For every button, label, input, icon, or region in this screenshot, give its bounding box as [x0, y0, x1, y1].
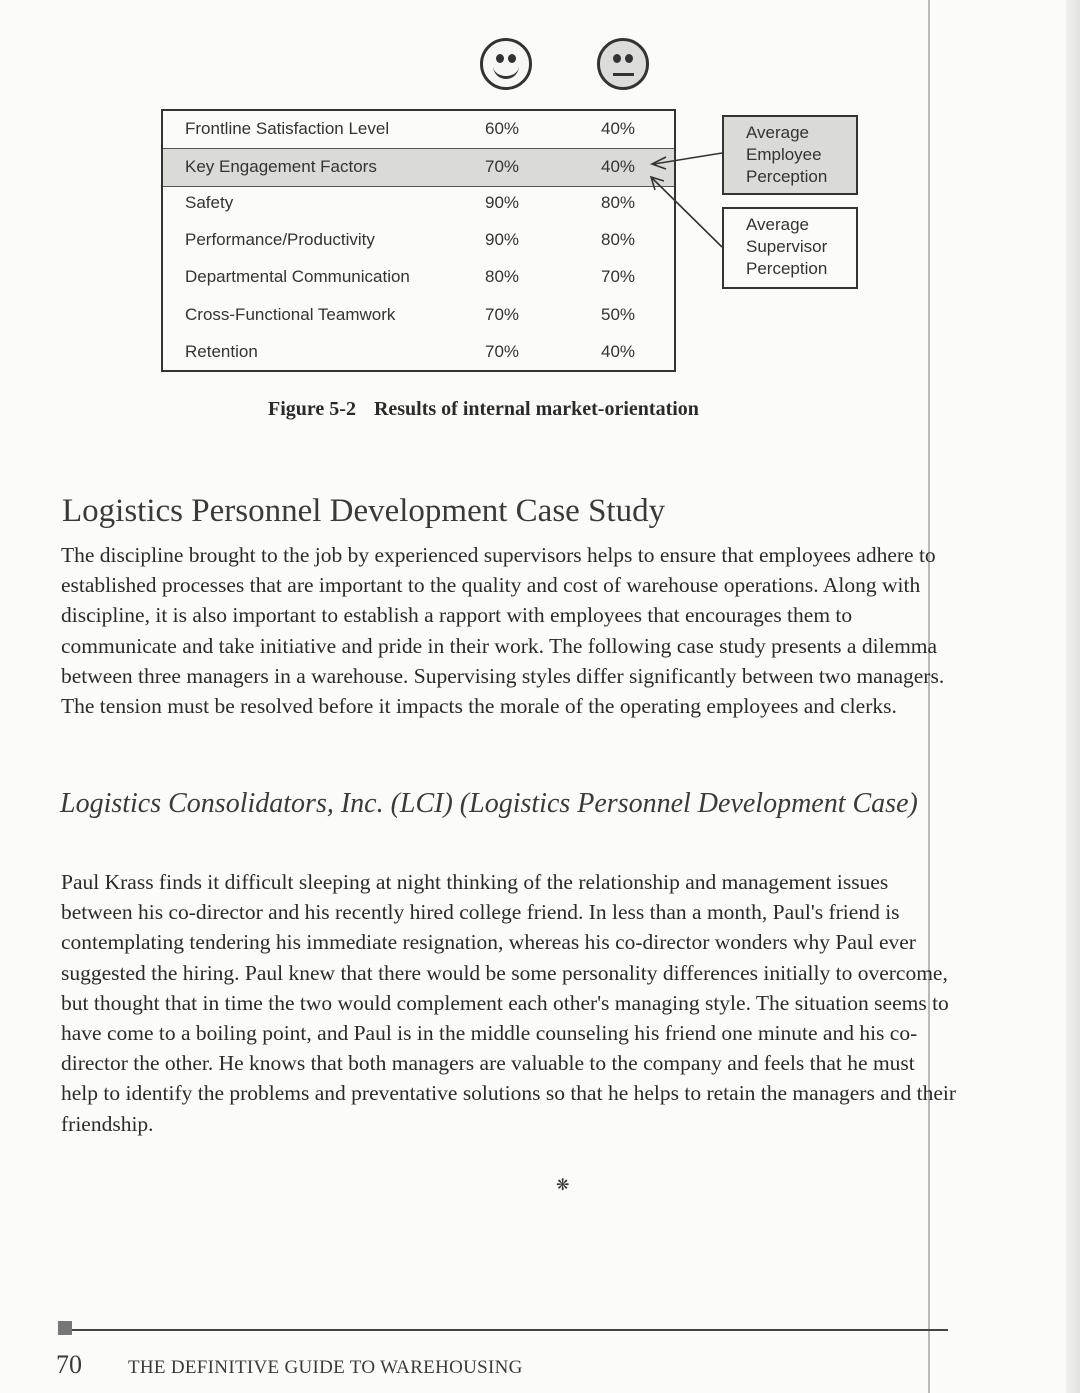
callout-arrows	[640, 145, 730, 255]
supervisor-value: 80%	[601, 230, 636, 250]
section-paragraph: The discipline brought to the job by experienced supervisors helps to ensure that employees adhere to established processes that are important to the quality and cost of warehouse operations. Along with discipline, it is also important to establish a rapport with employees that encourages them to communicate and take initiative and pride in their work. The following case study presents a dilemma between three managers in a warehouse. Supervising styles differ significantly between two managers. The tension must be resolved before it impacts the morale of the operating employees and clerks.	[61, 543, 945, 719]
case-heading: Logistics Consolidators, Inc. (LCI) (Logistics Personnel Development Case)	[60, 788, 918, 819]
supervisor-value: 80%	[601, 193, 636, 213]
footer-square-icon	[58, 1321, 72, 1335]
survey-results-table	[161, 109, 676, 372]
row-label: Retention	[185, 341, 258, 361]
row-label: Cross-Functional Teamwork	[185, 304, 396, 324]
supervisor-value: 40%	[601, 119, 636, 138]
footer-rule	[58, 1329, 948, 1331]
table-row	[163, 259, 674, 296]
figure-number: Figure 5-2	[268, 398, 356, 420]
employee-value: 90%	[485, 230, 520, 250]
page-mark: ❋	[556, 1177, 570, 1194]
row-label: Frontline Satisfaction Level	[185, 119, 390, 138]
employee-value: 90%	[485, 193, 520, 213]
employee-value: 70%	[485, 304, 520, 324]
table-row	[163, 148, 674, 187]
figure-caption	[268, 398, 699, 421]
row-label: Departmental Communication	[185, 267, 410, 287]
smiley-face-icon	[480, 38, 532, 90]
neutral-face-icon	[597, 38, 649, 90]
employee-value: 60%	[485, 119, 520, 138]
supervisor-value: 50%	[601, 304, 636, 324]
table-row	[163, 222, 674, 259]
table-row	[163, 111, 674, 148]
supervisor-perception-callout: Average Supervisor Perception	[722, 207, 858, 289]
row-label: Performance/Productivity	[185, 230, 375, 250]
employee-value: 70%	[485, 157, 520, 177]
employee-perception-callout: Average Employee Perception	[722, 115, 858, 195]
table-row	[163, 297, 674, 334]
page-number: 70	[56, 1350, 82, 1379]
supervisor-value: 40%	[601, 341, 636, 361]
employee-value: 70%	[485, 341, 520, 361]
table-row	[163, 334, 674, 371]
table-row	[163, 185, 674, 222]
running-head: THE DEFINITIVE GUIDE TO WAREHOUSING	[128, 1357, 523, 1378]
section-heading: Logistics Personnel Development Case Study	[62, 493, 666, 529]
supervisor-value: 40%	[601, 157, 636, 177]
supervisor-value: 70%	[601, 267, 636, 287]
case-paragraph: Paul Krass finds it difficult sleeping at night thinking of the relationship and management issues between his co-director and his recently hired college friend. In less than a month, Paul's friend is contemplating tendering his immediate resignation, whereas his co-director wonders why Paul ever suggested the hiring. Paul knew that there would be some personality differences initially to overcome, but thought that in time the two would complement each other's managing style. The situation seems to have come to a boiling point, and Paul is in the middle counseling his friend one minute and his co-director the other. He knows that both managers are valuable to the company and feels that he must help to identify the problems and preventative solutions so that he helps to retain the managers and their friendship.	[61, 870, 957, 1136]
page-edge-shadow	[1066, 0, 1080, 1393]
row-label: Safety	[185, 193, 234, 213]
row-label: Key Engagement Factors	[185, 157, 377, 177]
employee-value: 80%	[485, 267, 520, 287]
figure-caption-text: Results of internal market-orientation	[373, 398, 699, 420]
